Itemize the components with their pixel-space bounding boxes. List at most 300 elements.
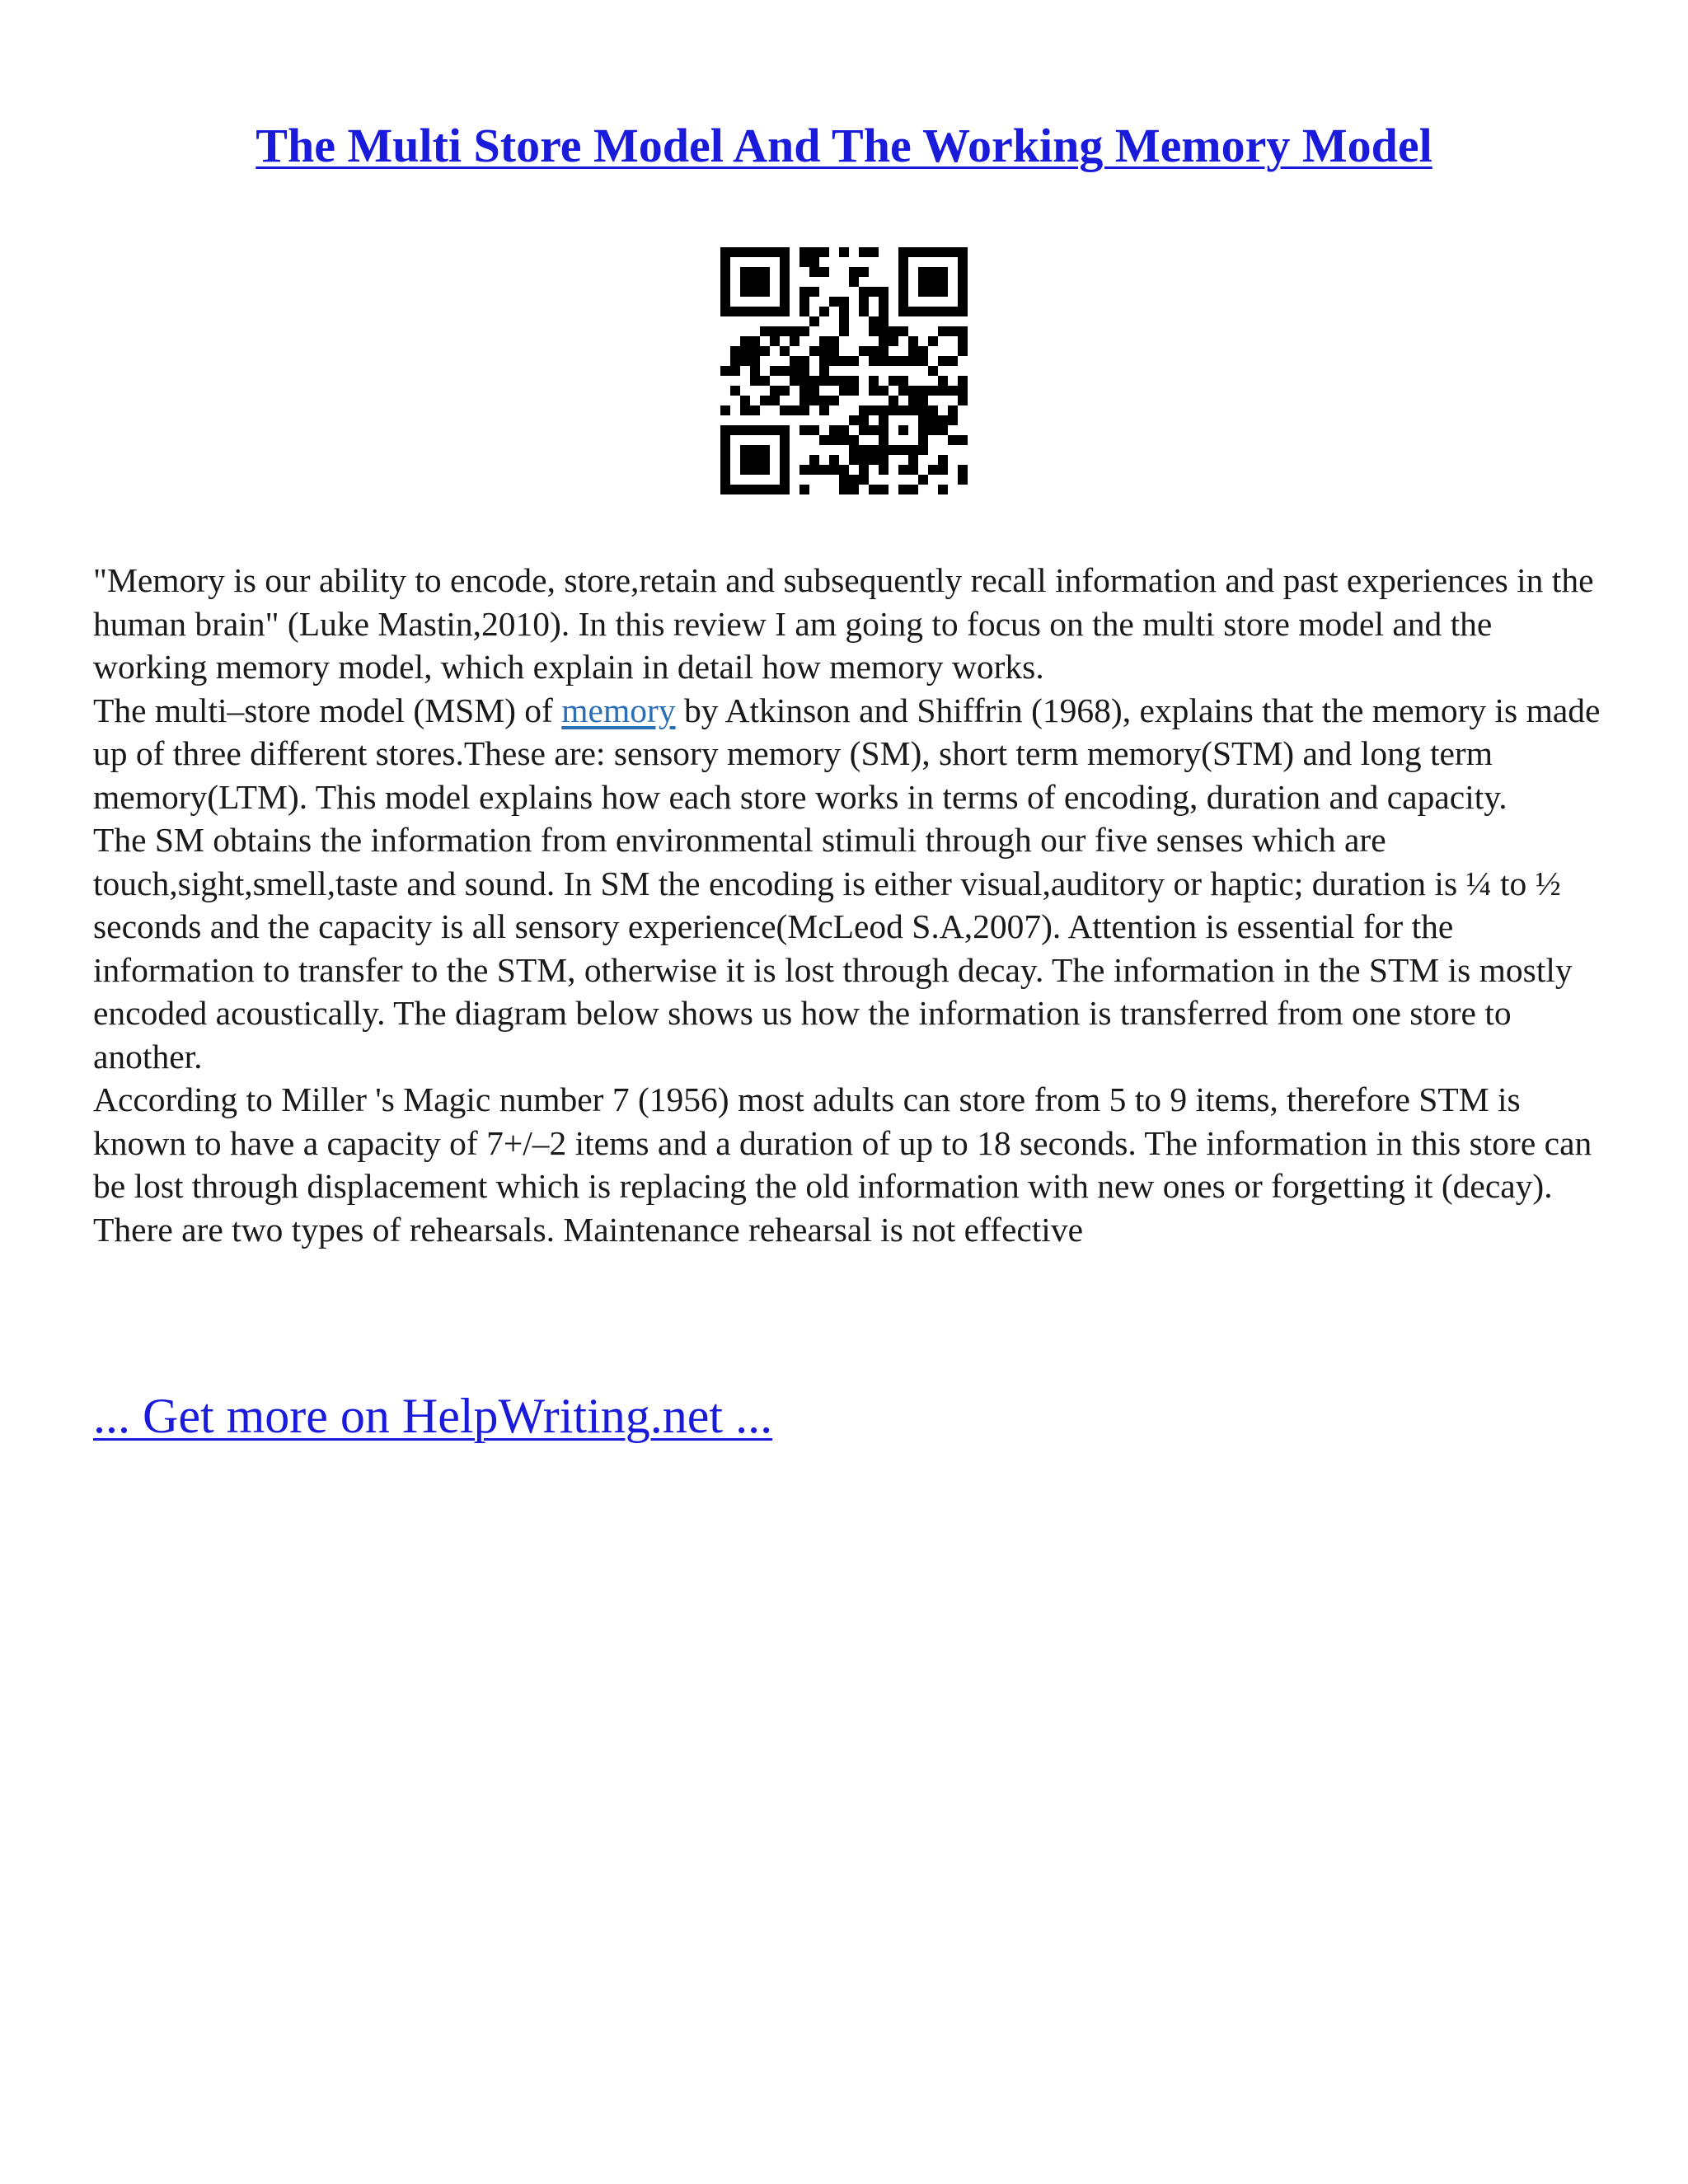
qr-module bbox=[809, 257, 819, 267]
qr-module bbox=[819, 336, 829, 346]
qr-module bbox=[908, 455, 918, 465]
qr-module bbox=[879, 346, 889, 356]
qr-module bbox=[869, 386, 879, 396]
qr-module bbox=[918, 267, 928, 277]
qr-module bbox=[918, 435, 928, 445]
qr-module bbox=[750, 287, 760, 297]
qr-module bbox=[849, 356, 859, 366]
qr-module bbox=[730, 356, 740, 366]
qr-module bbox=[948, 415, 958, 425]
qr-module bbox=[799, 297, 809, 307]
qr-module bbox=[799, 307, 809, 316]
qr-module bbox=[829, 356, 839, 366]
qr-module bbox=[809, 316, 819, 326]
qr-module bbox=[790, 356, 799, 366]
qr-module bbox=[760, 376, 770, 386]
qr-module bbox=[770, 307, 780, 316]
qr-module bbox=[879, 455, 889, 465]
qr-module bbox=[958, 326, 968, 336]
qr-module bbox=[898, 405, 908, 415]
qr-module bbox=[918, 247, 928, 257]
qr-module bbox=[879, 297, 889, 307]
qr-module bbox=[958, 336, 968, 346]
qr-module bbox=[898, 445, 908, 455]
qr-module bbox=[790, 326, 799, 336]
get-more-link[interactable]: ... Get more on HelpWriting.net ... bbox=[93, 1389, 773, 1443]
qr-module bbox=[869, 445, 879, 455]
qr-module bbox=[829, 425, 839, 435]
qr-module bbox=[938, 425, 948, 435]
qr-module bbox=[720, 297, 730, 307]
qr-module bbox=[879, 465, 889, 475]
qr-module bbox=[918, 425, 928, 435]
qr-module bbox=[859, 307, 869, 316]
qr-module bbox=[898, 247, 908, 257]
qr-module bbox=[869, 356, 879, 366]
qr-module bbox=[948, 307, 958, 316]
qr-module bbox=[879, 386, 889, 396]
qr-module bbox=[918, 445, 928, 455]
qr-module bbox=[898, 287, 908, 297]
qr-module bbox=[760, 346, 770, 356]
qr-module bbox=[869, 405, 879, 415]
qr-module bbox=[720, 435, 730, 445]
qr-module bbox=[849, 445, 859, 455]
qr-module bbox=[809, 376, 819, 386]
qr-module bbox=[780, 435, 790, 445]
qr-module bbox=[908, 247, 918, 257]
qr-module bbox=[859, 287, 869, 297]
qr-module bbox=[908, 336, 918, 346]
qr-module bbox=[928, 277, 938, 287]
qr-module bbox=[730, 386, 740, 396]
qr-module bbox=[938, 247, 948, 257]
qr-module bbox=[898, 425, 908, 435]
qr-module bbox=[740, 405, 750, 415]
qr-module bbox=[809, 455, 819, 465]
qr-module bbox=[958, 247, 968, 257]
qr-module bbox=[819, 376, 829, 386]
qr-module bbox=[750, 366, 760, 376]
qr-module bbox=[938, 386, 948, 396]
qr-module bbox=[859, 297, 869, 307]
qr-module bbox=[819, 366, 829, 376]
title-link[interactable]: The Multi Store Model And The Working Memory Model bbox=[256, 119, 1432, 172]
qr-module bbox=[730, 307, 740, 316]
qr-module bbox=[958, 307, 968, 316]
qr-module bbox=[859, 415, 869, 425]
qr-module bbox=[750, 307, 760, 316]
qr-module bbox=[770, 247, 780, 257]
qr-module bbox=[809, 287, 819, 297]
qr-module bbox=[799, 356, 809, 366]
qr-module bbox=[799, 257, 809, 267]
qr-module bbox=[938, 326, 948, 336]
qr-module bbox=[720, 307, 730, 316]
qr-module bbox=[948, 326, 958, 336]
qr-module bbox=[839, 435, 849, 445]
qr-module bbox=[780, 475, 790, 485]
qr-module bbox=[750, 455, 760, 465]
qr-module bbox=[730, 485, 740, 494]
qr-module bbox=[948, 247, 958, 257]
qr-module bbox=[839, 316, 849, 326]
qr-module bbox=[859, 405, 869, 415]
qr-module bbox=[918, 396, 928, 405]
qr-module bbox=[859, 267, 869, 277]
qr-module bbox=[780, 485, 790, 494]
qr-module bbox=[948, 405, 958, 415]
qr-module bbox=[750, 376, 760, 386]
qr-module bbox=[760, 267, 770, 277]
qr-module bbox=[760, 485, 770, 494]
qr-module bbox=[859, 475, 869, 485]
qr-module bbox=[918, 346, 928, 356]
qr-module bbox=[869, 346, 879, 356]
qr-module bbox=[780, 445, 790, 455]
qr-module bbox=[879, 405, 889, 415]
qr-module bbox=[809, 247, 819, 257]
qr-module bbox=[819, 307, 829, 316]
qr-module bbox=[740, 346, 750, 356]
qr-module bbox=[780, 307, 790, 316]
qr-module bbox=[839, 425, 849, 435]
qr-module bbox=[928, 307, 938, 316]
qr-module bbox=[859, 247, 869, 257]
qr-module bbox=[750, 277, 760, 287]
qr-module bbox=[869, 425, 879, 435]
qr-module bbox=[879, 445, 889, 455]
qr-module bbox=[869, 287, 879, 297]
qr-module bbox=[958, 297, 968, 307]
paragraph-sensory-memory: The SM obtains the information from environmental stimuli through our five senses which are touch,sight,smell,taste and sound. In SM the encoding is either visual,auditory or haptic; duration is ¼ to ½ seconds and the capacity is all sensory experience(McLeod S.A,2007). Attention is essential for the information to transfer to the STM, otherwise it is lost through decay. The information in the STM is mostly encoded acoustically. The diagram below shows us how the information is transferred from one store to another. bbox=[93, 821, 1573, 1076]
qr-module bbox=[819, 247, 829, 257]
qr-module bbox=[839, 386, 849, 396]
qr-module bbox=[849, 485, 859, 494]
qr-module bbox=[819, 405, 829, 415]
qr-module bbox=[750, 346, 760, 356]
article-body bbox=[93, 559, 1601, 1251]
qr-module bbox=[750, 336, 760, 346]
qr-module bbox=[839, 475, 849, 485]
qr-module bbox=[829, 465, 839, 475]
qr-module bbox=[869, 247, 879, 257]
qr-module bbox=[809, 396, 819, 405]
qr-module bbox=[839, 247, 849, 257]
qr-module bbox=[889, 376, 898, 386]
qr-module bbox=[869, 376, 879, 386]
qr-module bbox=[819, 346, 829, 356]
paragraph-msm bbox=[93, 689, 1601, 819]
qr-module bbox=[829, 297, 839, 307]
qr-module bbox=[928, 425, 938, 435]
qr-module bbox=[908, 396, 918, 405]
qr-module bbox=[938, 307, 948, 316]
qr-module bbox=[740, 247, 750, 257]
qr-module bbox=[849, 376, 859, 386]
qr-module bbox=[908, 386, 918, 396]
qr-module bbox=[799, 425, 809, 435]
qr-module bbox=[918, 307, 928, 316]
qr-module bbox=[819, 356, 829, 366]
qr-module bbox=[760, 277, 770, 287]
qr-module bbox=[819, 465, 829, 475]
qr-module bbox=[760, 455, 770, 465]
qr-module bbox=[740, 396, 750, 405]
qr-module bbox=[760, 445, 770, 455]
qr-module bbox=[958, 376, 968, 386]
qr-module bbox=[750, 267, 760, 277]
qr-module bbox=[898, 326, 908, 336]
qr-module bbox=[799, 247, 809, 257]
qr-module bbox=[898, 376, 908, 386]
qr-module bbox=[780, 267, 790, 277]
qr-module bbox=[760, 396, 770, 405]
qr-module bbox=[720, 267, 730, 277]
qr-module bbox=[889, 326, 898, 336]
memory-link[interactable]: memory bbox=[561, 691, 676, 729]
qr-module bbox=[898, 386, 908, 396]
qr-module bbox=[898, 485, 908, 494]
qr-module bbox=[859, 445, 869, 455]
qr-module bbox=[879, 485, 889, 494]
qr-module bbox=[770, 396, 780, 405]
qr-module bbox=[770, 386, 780, 396]
qr-module bbox=[849, 267, 859, 277]
qr-module bbox=[780, 326, 790, 336]
qr-module bbox=[760, 287, 770, 297]
page-title bbox=[0, 115, 1688, 176]
qr-module bbox=[938, 376, 948, 386]
qr-module bbox=[928, 287, 938, 297]
qr-module bbox=[770, 366, 780, 376]
qr-module bbox=[760, 307, 770, 316]
qr-module bbox=[740, 445, 750, 455]
qr-module bbox=[918, 405, 928, 415]
qr-module bbox=[780, 247, 790, 257]
qr-module bbox=[720, 455, 730, 465]
qr-module bbox=[938, 485, 948, 494]
qr-module bbox=[889, 396, 898, 405]
qr-module bbox=[839, 376, 849, 386]
qr-module bbox=[809, 465, 819, 475]
qr-module bbox=[829, 455, 839, 465]
qr-module bbox=[859, 346, 869, 356]
qr-module bbox=[938, 287, 948, 297]
qr-module bbox=[750, 485, 760, 494]
qr-module bbox=[908, 465, 918, 475]
qr-module bbox=[740, 485, 750, 494]
qr-module bbox=[859, 455, 869, 465]
qr-module bbox=[799, 396, 809, 405]
qr-module bbox=[780, 465, 790, 475]
qr-module bbox=[889, 445, 898, 455]
qr-module bbox=[760, 425, 770, 435]
qr-module bbox=[898, 356, 908, 366]
qr-module bbox=[889, 405, 898, 415]
qr-module bbox=[730, 346, 740, 356]
qr-module bbox=[879, 316, 889, 326]
qr-module bbox=[879, 415, 889, 425]
qr-module bbox=[819, 435, 829, 445]
qr-module bbox=[799, 465, 809, 475]
qr-module bbox=[740, 455, 750, 465]
qr-module bbox=[809, 425, 819, 435]
qr-module bbox=[720, 405, 730, 415]
qr-module bbox=[780, 297, 790, 307]
qr-module bbox=[869, 455, 879, 465]
qr-module bbox=[720, 485, 730, 494]
qr-module bbox=[740, 267, 750, 277]
qr-module bbox=[898, 297, 908, 307]
qr-module bbox=[908, 346, 918, 356]
qr-module bbox=[799, 386, 809, 396]
qr-module bbox=[799, 287, 809, 297]
qr-module bbox=[958, 435, 968, 445]
qr-module bbox=[790, 376, 799, 386]
qr-module bbox=[889, 356, 898, 366]
qr-module bbox=[829, 336, 839, 346]
qr-module bbox=[879, 287, 889, 297]
qr-module bbox=[908, 356, 918, 366]
qr-module bbox=[918, 386, 928, 396]
qr-module bbox=[799, 485, 809, 494]
qr-module bbox=[839, 465, 849, 475]
qr-module bbox=[958, 396, 968, 405]
qr-module bbox=[720, 287, 730, 297]
qr-module bbox=[790, 366, 799, 376]
qr-module bbox=[740, 425, 750, 435]
qr-module bbox=[958, 475, 968, 485]
qr-module bbox=[928, 336, 938, 346]
qr-module bbox=[958, 465, 968, 475]
qr-module bbox=[859, 425, 869, 435]
qr-module bbox=[908, 405, 918, 415]
qr-module bbox=[879, 307, 889, 316]
qr-module bbox=[839, 326, 849, 336]
qr-module bbox=[809, 346, 819, 356]
qr-module bbox=[958, 287, 968, 297]
qr-module bbox=[918, 415, 928, 425]
qr-module bbox=[780, 405, 790, 415]
qr-module bbox=[799, 366, 809, 376]
qr-module bbox=[938, 356, 948, 366]
qr-module bbox=[928, 386, 938, 396]
qr-module bbox=[819, 267, 829, 277]
qr-module bbox=[839, 307, 849, 316]
qr-module bbox=[958, 257, 968, 267]
paragraph-msm-start: The multi–store model (MSM) of bbox=[93, 691, 562, 729]
qr-module bbox=[799, 376, 809, 386]
qr-module bbox=[918, 356, 928, 366]
qr-module bbox=[780, 366, 790, 376]
qr-module bbox=[839, 485, 849, 494]
qr-module bbox=[780, 257, 790, 267]
qr-module bbox=[770, 326, 780, 336]
qr-module bbox=[720, 247, 730, 257]
qr-module bbox=[720, 257, 730, 267]
qr-code-icon bbox=[720, 247, 968, 494]
qr-module bbox=[740, 277, 750, 287]
qr-module bbox=[799, 326, 809, 336]
qr-module bbox=[750, 356, 760, 366]
qr-module bbox=[740, 465, 750, 475]
qr-module bbox=[898, 257, 908, 267]
qr-module bbox=[938, 415, 948, 425]
qr-module bbox=[869, 485, 879, 494]
qr-module bbox=[849, 455, 859, 465]
qr-module bbox=[760, 465, 770, 475]
qr-module bbox=[928, 465, 938, 475]
qr-module bbox=[879, 425, 889, 435]
qr-module bbox=[849, 415, 859, 425]
paragraph-msm-end: by Atkinson and Shiffrin (1968), explains that the memory is made up of three different stores.These are: sensory memory (SM), short term memory(STM) and long term memory(LTM). This model explains how each store works in terms of encoding, duration and capacity. bbox=[93, 691, 1601, 816]
qr-module bbox=[898, 465, 908, 475]
qr-module bbox=[948, 356, 958, 366]
qr-module bbox=[750, 247, 760, 257]
qr-module bbox=[918, 475, 928, 485]
qr-module bbox=[928, 247, 938, 257]
qr-module bbox=[839, 356, 849, 366]
qr-module bbox=[938, 455, 948, 465]
qr-module bbox=[770, 485, 780, 494]
qr-module bbox=[958, 277, 968, 287]
qr-module bbox=[740, 336, 750, 346]
qr-module bbox=[720, 277, 730, 287]
qr-module bbox=[928, 267, 938, 277]
qr-module bbox=[859, 465, 869, 475]
qr-module bbox=[740, 356, 750, 366]
qr-module bbox=[879, 356, 889, 366]
qr-module bbox=[829, 346, 839, 356]
qr-module bbox=[938, 267, 948, 277]
qr-module bbox=[829, 435, 839, 445]
qr-module bbox=[889, 336, 898, 346]
qr-module bbox=[849, 435, 859, 445]
qr-module bbox=[780, 346, 790, 356]
qr-module bbox=[839, 297, 849, 307]
qr-module bbox=[750, 405, 760, 415]
qr-module bbox=[849, 277, 859, 287]
qr-module bbox=[720, 475, 730, 485]
qr-module bbox=[928, 366, 938, 376]
qr-module bbox=[958, 346, 968, 356]
qr-module bbox=[780, 455, 790, 465]
qr-module bbox=[770, 336, 780, 346]
qr-module bbox=[928, 405, 938, 415]
qr-module bbox=[790, 405, 799, 415]
qr-module bbox=[720, 425, 730, 435]
qr-module bbox=[938, 277, 948, 287]
qr-module bbox=[829, 396, 839, 405]
qr-module bbox=[790, 336, 799, 346]
qr-module bbox=[750, 425, 760, 435]
qr-module bbox=[898, 277, 908, 287]
qr-module bbox=[918, 287, 928, 297]
qr-module bbox=[750, 445, 760, 455]
qr-module bbox=[730, 366, 740, 376]
qr-module bbox=[908, 485, 918, 494]
qr-module bbox=[740, 307, 750, 316]
qr-module bbox=[720, 366, 730, 376]
qr-module bbox=[780, 425, 790, 435]
qr-module bbox=[720, 465, 730, 475]
qr-module bbox=[760, 247, 770, 257]
qr-module bbox=[958, 386, 968, 396]
paragraph-short-term-memory: According to Miller 's Magic number 7 (1956) most adults can store from 5 to 9 items, therefore STM is known to have a capacity of 7+/–2 items and a duration of up to 18 seconds. The information in this store can be lost through displacement which is replacing the old information with new ones or forgetting it (decay). There are two types of rehearsals. Maintenance rehearsal is not effective bbox=[93, 1080, 1592, 1249]
qr-module bbox=[869, 316, 879, 326]
qr-module bbox=[918, 277, 928, 287]
